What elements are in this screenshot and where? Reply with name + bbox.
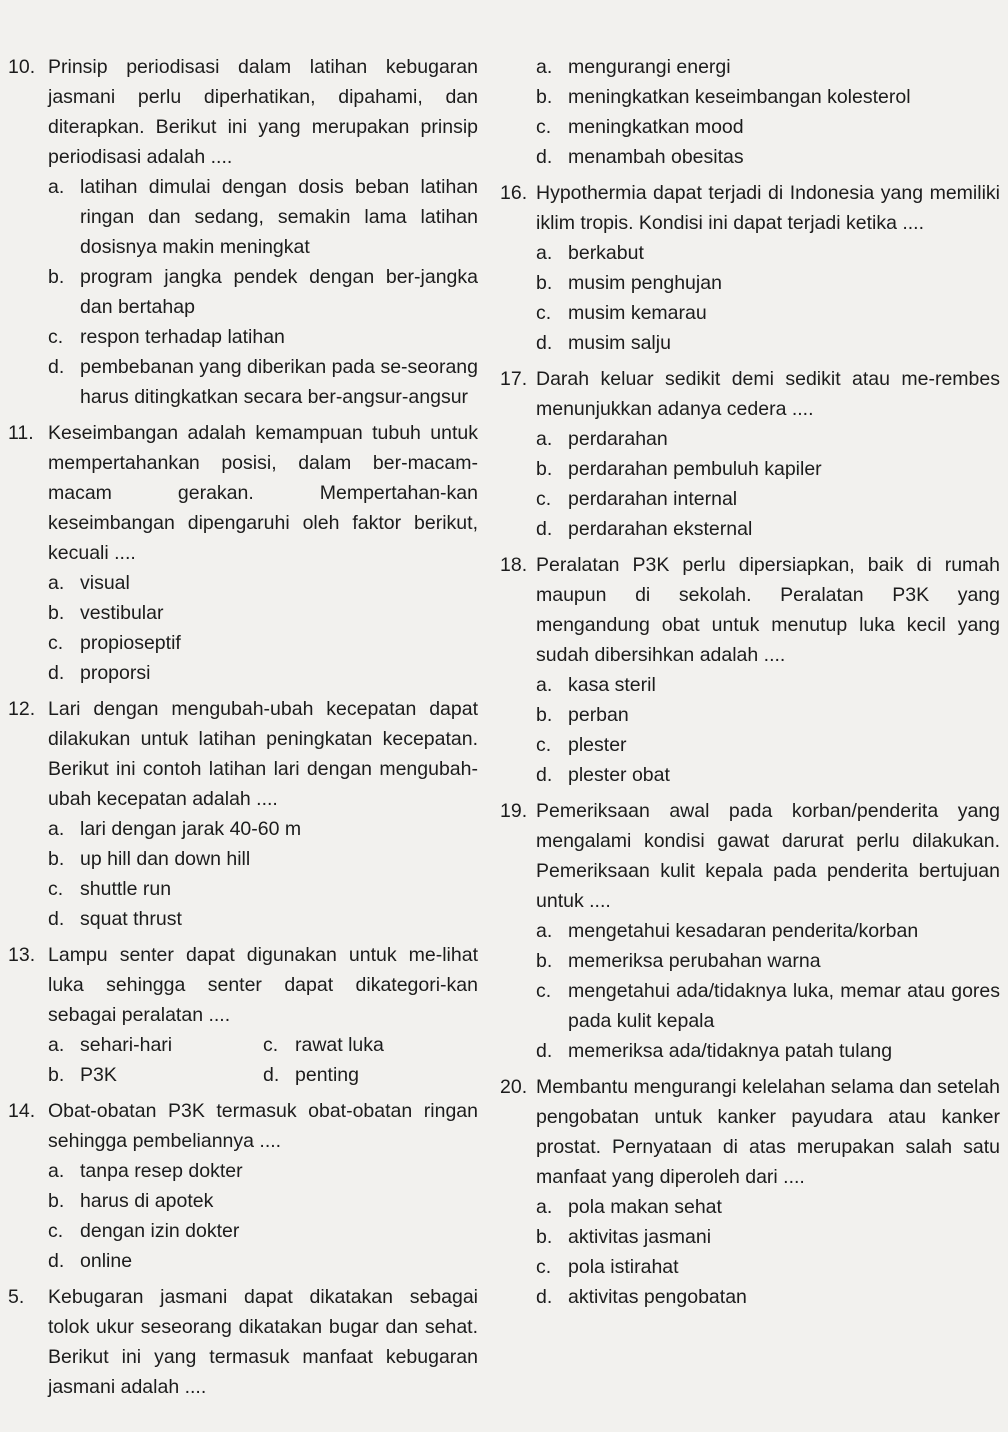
option-text: harus di apotek: [80, 1190, 214, 1212]
question-number: 12.: [8, 698, 36, 720]
answer-option[interactable]: [536, 52, 1000, 82]
answer-option[interactable]: [263, 1060, 478, 1090]
option-letter: d.: [48, 1250, 65, 1272]
option-letter: a.: [536, 674, 553, 696]
option-text: menambah obesitas: [568, 146, 744, 168]
answer-option[interactable]: [536, 916, 1000, 946]
answer-option[interactable]: [536, 142, 1000, 172]
option-letter: b.: [536, 86, 553, 108]
option-text: respon terhadap latihan: [80, 326, 285, 348]
option-letter: b.: [48, 1064, 65, 1086]
option-text: up hill dan down hill: [80, 848, 251, 870]
option-text: memeriksa ada/tidaknya patah tulang: [568, 1040, 893, 1062]
option-letter: d.: [536, 332, 553, 354]
option-text: latihan dimulai dengan dosis beban latihan ringan dan sedang, semakin lama latihan dosisnya makin meningkat: [80, 176, 478, 258]
question-number: 14.: [8, 1100, 36, 1122]
option-text: perban: [568, 704, 629, 726]
option-letter: c.: [536, 1256, 552, 1278]
answer-option[interactable]: [536, 1252, 1000, 1282]
answer-option[interactable]: [48, 1186, 478, 1216]
option-text: vestibular: [80, 602, 164, 624]
answer-option[interactable]: [536, 82, 1000, 112]
left-column: [8, 52, 478, 1408]
option-letter: b.: [536, 458, 553, 480]
answer-option[interactable]: [48, 814, 478, 844]
option-text: online: [80, 1250, 133, 1272]
option-text: mengetahui kesadaran penderita/korban: [568, 920, 919, 942]
answer-option[interactable]: [536, 946, 1000, 976]
question-stem: Kebugaran jasmani dapat dikatakan sebagai tolok ukur seseorang dikatakan bugar dan sehat. Berikut ini yang termasuk manfaat kebugaran jasmani adalah ....: [48, 1286, 478, 1398]
question-stem: Keseimbangan adalah kemampuan tubuh untuk mempertahankan posisi, dalam ber-macam-macam gerakan. Mempertahan-kan keseimbangan dipengaruhi oleh faktor berikut, kecuali ....: [48, 422, 478, 564]
answer-option[interactable]: [48, 1156, 478, 1186]
option-letter: d.: [536, 146, 553, 168]
option-letter: c.: [48, 878, 64, 900]
option-text: pola makan sehat: [568, 1196, 722, 1218]
answer-option[interactable]: [48, 904, 478, 934]
question-q13: [8, 940, 478, 1090]
answer-option[interactable]: [48, 1030, 263, 1060]
question-q12: [8, 694, 478, 934]
option-text: visual: [80, 572, 130, 594]
option-text: squat thrust: [80, 908, 182, 930]
question-stem: Obat-obatan P3K termasuk obat-obatan ringan sehingga pembeliannya ....: [48, 1100, 478, 1152]
option-letter: b.: [536, 950, 553, 972]
option-letter: c.: [48, 326, 64, 348]
question-stem: Membantu mengurangi kelelahan selama dan setelah pengobatan untuk kanker payudara atau kanker prostat. Pernyataan di atas merupakan salah satu manfaat yang diperoleh dari ....: [536, 1076, 1000, 1188]
answer-option[interactable]: [48, 172, 478, 262]
question-q11: [8, 418, 478, 688]
answer-option[interactable]: [536, 730, 1000, 760]
option-letter: d.: [48, 662, 65, 684]
option-letter: a.: [536, 428, 553, 450]
option-text: pola istirahat: [568, 1256, 679, 1278]
question-number: 16.: [500, 182, 528, 204]
option-text: mengurangi energi: [568, 56, 731, 78]
question-number: 13.: [8, 944, 36, 966]
answer-option[interactable]: [536, 1282, 1000, 1312]
option-letter: d.: [536, 1286, 553, 1308]
option-text: musim penghujan: [568, 272, 722, 294]
answer-options: [48, 814, 478, 934]
option-letter: c.: [536, 980, 552, 1002]
option-letter: a.: [48, 1034, 65, 1056]
question-stem: Darah keluar sedikit demi sedikit atau me-rembes menunjukkan adanya cedera ....: [536, 368, 1000, 420]
option-letter: b.: [48, 848, 65, 870]
answer-option[interactable]: [536, 328, 1000, 358]
option-text: perdarahan internal: [568, 488, 738, 510]
answer-option[interactable]: [536, 976, 1000, 1036]
answer-option[interactable]: [48, 568, 478, 598]
question-q15: [8, 1282, 478, 1402]
option-text: mengetahui ada/tidaknya luka, memar atau gores pada kulit kepala: [568, 980, 1000, 1032]
option-text: memeriksa perubahan warna: [568, 950, 821, 972]
option-letter: d.: [536, 764, 553, 786]
question-stem: Lari dengan mengubah-ubah kecepatan dapat dilakukan untuk latihan peningkatan kecepatan. Berikut ini contoh latihan lari dengan mengubah-ubah kecepatan adalah ....: [48, 698, 478, 810]
option-text: aktivitas pengobatan: [568, 1286, 747, 1308]
option-letter: c.: [536, 734, 552, 756]
answer-options: [48, 1156, 478, 1276]
option-letter: c.: [48, 1220, 64, 1242]
answer-option[interactable]: [48, 874, 478, 904]
question-number: 10.: [8, 56, 36, 78]
answer-options: [48, 1030, 478, 1090]
option-text: plester obat: [568, 764, 670, 786]
question-stem: Prinsip periodisasi dalam latihan kebugaran jasmani perlu diperhatikan, dipahami, dan diterapkan. Berikut ini yang merupakan prinsip periodisasi adalah ....: [48, 56, 478, 168]
option-text: dengan izin dokter: [80, 1220, 240, 1242]
option-letter: b.: [48, 266, 65, 288]
answer-option[interactable]: [536, 298, 1000, 328]
option-letter: c.: [48, 632, 64, 654]
answer-option[interactable]: [48, 262, 478, 322]
answer-option[interactable]: [536, 1036, 1000, 1066]
answer-option[interactable]: [48, 1246, 478, 1276]
option-letter: a.: [48, 572, 65, 594]
answer-option[interactable]: [48, 352, 478, 412]
option-text: musim salju: [568, 332, 671, 354]
option-letter: b.: [536, 1226, 553, 1248]
option-text: meningkatkan mood: [568, 116, 744, 138]
option-letter: a.: [48, 818, 65, 840]
question-number: 5.: [8, 1286, 25, 1308]
option-letter: a.: [536, 920, 553, 942]
question-q19: [500, 796, 1000, 1066]
question-stem: Hypothermia dapat terjadi di Indonesia yang memiliki iklim tropis. Kondisi ini dapat terjadi ketika ....: [536, 182, 1000, 234]
option-letter: a.: [536, 242, 553, 264]
question-q10: [8, 52, 478, 412]
question-number: 17.: [500, 368, 528, 390]
question-q20: [500, 1072, 1000, 1312]
answer-options: [536, 1192, 1000, 1312]
option-letter: b.: [536, 704, 553, 726]
option-letter: c.: [536, 302, 552, 324]
option-text: penting: [295, 1064, 359, 1086]
question-number: 11.: [8, 422, 34, 444]
answer-options: [536, 424, 1000, 544]
option-letter: a.: [536, 56, 553, 78]
answer-option[interactable]: [536, 514, 1000, 544]
option-letter: d.: [536, 1040, 553, 1062]
option-text: shuttle run: [80, 878, 172, 900]
question-q14: [8, 1096, 478, 1276]
right-column: [500, 52, 1000, 1318]
option-text: propioseptif: [80, 632, 181, 654]
option-letter: a.: [536, 1196, 553, 1218]
answer-option[interactable]: [536, 1192, 1000, 1222]
answer-option[interactable]: [536, 760, 1000, 790]
option-text: berkabut: [568, 242, 644, 264]
option-letter: b.: [536, 272, 553, 294]
question-q15-cont: [500, 52, 1000, 172]
answer-option[interactable]: [536, 670, 1000, 700]
answer-option[interactable]: [536, 484, 1000, 514]
answer-option[interactable]: [48, 1060, 263, 1090]
option-letter: a.: [48, 176, 65, 198]
option-text: pembebanan yang diberikan pada se-seorang harus ditingkatkan secara ber-angsur-angsur: [80, 356, 478, 408]
answer-options: [536, 238, 1000, 358]
answer-option[interactable]: [536, 700, 1000, 730]
option-letter: c.: [536, 116, 552, 138]
answer-option[interactable]: [48, 1216, 478, 1246]
question-number: 19.: [500, 800, 528, 822]
option-text: P3K: [80, 1064, 117, 1086]
option-text: meningkatkan keseimbangan kolesterol: [568, 86, 911, 108]
question-number: 20.: [500, 1076, 528, 1098]
answer-option[interactable]: [48, 598, 478, 628]
question-q18: [500, 550, 1000, 790]
option-letter: d.: [536, 518, 553, 540]
option-letter: c.: [536, 488, 552, 510]
answer-option[interactable]: [48, 322, 478, 352]
option-letter: b.: [48, 1190, 65, 1212]
option-text: kasa steril: [568, 674, 656, 696]
option-letter: a.: [48, 1160, 65, 1182]
option-letter: d.: [263, 1064, 280, 1086]
answer-option[interactable]: [263, 1030, 478, 1060]
question-stem: Peralatan P3K perlu dipersiapkan, baik di rumah maupun di sekolah. Peralatan P3K yang mengandung obat untuk menutup luka kecil yang sudah dibersihkan adalah ....: [536, 554, 1000, 666]
question-stem: Lampu senter dapat digunakan untuk me-lihat luka sehingga senter dapat dikategori-kan sebagai peralatan ....: [48, 944, 478, 1026]
answer-option[interactable]: [536, 238, 1000, 268]
option-text: tanpa resep dokter: [80, 1160, 243, 1182]
option-text: perdarahan pembuluh kapiler: [568, 458, 822, 480]
option-letter: b.: [48, 602, 65, 624]
option-text: aktivitas jasmani: [568, 1226, 712, 1248]
question-q17: [500, 364, 1000, 544]
answer-options: [536, 52, 1000, 172]
option-text: lari dengan jarak 40-60 m: [80, 818, 302, 840]
option-letter: c.: [263, 1034, 279, 1056]
answer-option[interactable]: [536, 112, 1000, 142]
option-letter: d.: [48, 908, 65, 930]
answer-options: [48, 172, 478, 412]
option-text: plester: [568, 734, 627, 756]
option-text: rawat luka: [295, 1034, 384, 1056]
option-text: musim kemarau: [568, 302, 707, 324]
option-text: sehari-hari: [80, 1034, 173, 1056]
answer-option[interactable]: [536, 268, 1000, 298]
option-text: program jangka pendek dengan ber-jangka dan bertahap: [80, 266, 478, 318]
option-text: perdarahan eksternal: [568, 518, 753, 540]
answer-option[interactable]: [48, 658, 478, 688]
option-text: proporsi: [80, 662, 151, 684]
question-number: 18.: [500, 554, 528, 576]
answer-option[interactable]: [536, 1222, 1000, 1252]
answer-options: [536, 916, 1000, 1066]
answer-option[interactable]: [48, 628, 478, 658]
question-q16: [500, 178, 1000, 358]
option-text: perdarahan: [568, 428, 668, 450]
answer-option[interactable]: [48, 844, 478, 874]
answer-options: [536, 670, 1000, 790]
answer-options: [48, 568, 478, 688]
option-letter: d.: [48, 356, 65, 378]
answer-option[interactable]: [536, 454, 1000, 484]
question-stem: Pemeriksaan awal pada korban/penderita yang mengalami kondisi gawat darurat perlu dilakukan. Pemeriksaan kulit kepala pada penderita bertujuan untuk ....: [536, 800, 1000, 912]
answer-option[interactable]: [536, 424, 1000, 454]
